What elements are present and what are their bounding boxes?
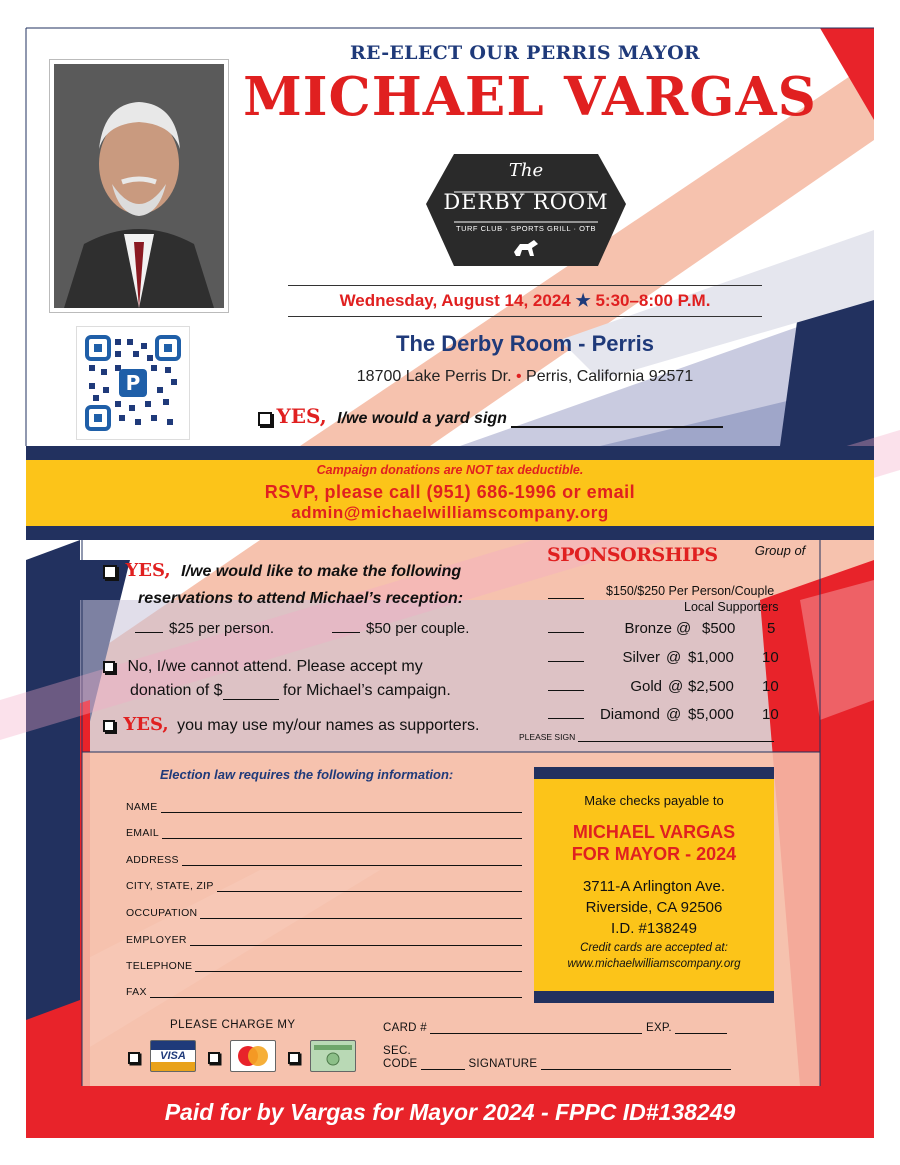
checks-address-street: 3711-A Arlington Ave. (582, 878, 726, 895)
city-state-zip-label: CITY, STATE, ZIP (126, 880, 214, 892)
occupation-field[interactable] (126, 903, 522, 919)
security-code-row (383, 1058, 731, 1070)
telephone-line[interactable] (195, 960, 522, 972)
candidate-name: MICHAEL VARGAS (243, 66, 817, 128)
tier-diamond-group: 10 (762, 706, 779, 723)
event-date-time (288, 285, 762, 317)
credit-card-note: Credit cards are accepted at: (580, 942, 728, 954)
rsvp-phone-line: RSVP, please call (951) 686-1996 or email (264, 482, 636, 502)
rsvp-email-link[interactable]: admin@michaelwilliamscompany.org (291, 503, 609, 522)
checks-payee-line2: FOR MAYOR - 2024 (571, 844, 737, 864)
event-city: Perris, California 92571 (526, 368, 694, 385)
donation-purpose: for Michael’s campaign. (282, 682, 451, 699)
logo-subtitle: TURF CLUB · SPORTS GRILL · OTB (455, 224, 597, 233)
tier-gold (548, 678, 779, 695)
address-field[interactable] (126, 850, 522, 866)
address-line-field[interactable] (182, 854, 522, 866)
logo-the-text: The (508, 160, 544, 181)
visa-card-icon (150, 1040, 196, 1072)
sponsorships-title: SPONSORSHIPS (547, 544, 718, 566)
occupation-label: OCCUPATION (126, 907, 198, 919)
credit-card-url[interactable]: www.michaelwilliamscompany.org (567, 958, 741, 970)
telephone-label: TELEPHONE (126, 960, 193, 972)
amex-card-icon (310, 1040, 356, 1072)
please-sign-label: PLEASE SIGN (519, 732, 576, 742)
logo-derby-room-text: DERBY ROOM (443, 190, 609, 214)
reservation-line2: reservations to attend Michael’s reception: (138, 590, 464, 607)
email-label: EMAIL (126, 827, 160, 839)
cannot-attend-checkbox[interactable] (103, 661, 115, 673)
security-code-field[interactable] (421, 1058, 465, 1070)
fax-label: FAX (126, 986, 147, 998)
cannot-attend-row (103, 658, 423, 676)
yard-sign-row (258, 404, 758, 438)
reservation-yes-row (103, 560, 461, 581)
name-field[interactable] (126, 797, 522, 813)
expiration-label: EXP. (645, 1022, 672, 1034)
tier-bronze-at: @ (676, 620, 692, 637)
event-time: 5:30–8:00 P.M. (595, 291, 711, 310)
telephone-field[interactable] (126, 956, 522, 972)
sponsor-signature-field[interactable] (578, 733, 774, 742)
paid-for-by-footer: Paid for by Vargas for Mayor 2024 - FPPC ID#138249 (26, 1086, 874, 1138)
visa-checkbox[interactable] (128, 1052, 140, 1064)
event-venue: The Derby Room - Perris (396, 331, 654, 356)
checks-box-bottom-bar (534, 991, 774, 1003)
tier-silver-name: Silver (622, 649, 660, 666)
per-couple-option (332, 620, 469, 637)
paypal-qr-code[interactable] (76, 326, 190, 440)
fax-line[interactable] (150, 986, 522, 998)
tier-local-line2: Local Supporters (684, 600, 779, 614)
visa-card-text: VISA (160, 1050, 186, 1062)
tier-bronze-blank[interactable] (548, 632, 584, 633)
event-address (280, 368, 770, 386)
reservation-yes: YES, (125, 560, 171, 581)
bullet-separator: • (515, 368, 522, 385)
tier-gold-group: 10 (762, 678, 779, 695)
please-charge-label: PLEASE CHARGE MY (170, 1019, 296, 1031)
name-label: NAME (126, 801, 158, 813)
fax-field[interactable] (126, 982, 522, 998)
supporter-names-yes: YES, (123, 714, 169, 735)
kicker-headline: RE-ELECT OUR PERRIS MAYOR (349, 42, 701, 64)
occupation-line[interactable] (200, 907, 522, 919)
city-state-zip-line[interactable] (217, 880, 522, 892)
supporter-names-checkbox[interactable] (103, 720, 115, 732)
tier-silver-at: @ (666, 649, 682, 666)
reservation-line1: I/we would like to make the following (181, 563, 462, 580)
per-person-count-field[interactable] (135, 632, 163, 633)
candidate-photo (50, 60, 228, 312)
tier-diamond-at: @ (666, 706, 682, 723)
tier-gold-price: $2,500 (688, 678, 734, 695)
email-line[interactable] (162, 827, 522, 839)
per-couple-label: $50 per couple. (366, 620, 470, 637)
supporter-names-row (103, 714, 479, 735)
donation-amount-field[interactable] (223, 686, 279, 700)
tier-silver (548, 649, 779, 666)
donation-label: donation of $ (130, 682, 223, 699)
please-sign-row (519, 732, 774, 742)
tax-deductible-note: Campaign donations are NOT tax deductible. (316, 463, 584, 477)
tier-diamond-price: $5,000 (688, 706, 734, 723)
yard-sign-yes: YES, (276, 404, 327, 428)
employer-field[interactable] (126, 930, 522, 946)
employer-line[interactable] (190, 934, 522, 946)
tier-bronze-group: 5 (767, 620, 776, 637)
per-couple-count-field[interactable] (332, 632, 360, 633)
yard-sign-text: I/we would a yard sign (337, 410, 507, 427)
navy-band-top (26, 446, 874, 460)
card-number-field[interactable] (430, 1022, 642, 1034)
checks-address-city: Riverside, CA 92506 (585, 899, 723, 916)
star-icon: ★ (575, 291, 591, 310)
tier-gold-name: Gold (630, 678, 662, 695)
tier-silver-price: $1,000 (688, 649, 734, 666)
tier-local-line1: $150/$250 Per Person/Couple (606, 584, 775, 598)
security-code-label: CODE (383, 1058, 418, 1070)
tier-bronze-name: Bronze (624, 620, 672, 637)
tier-local-supporters (548, 584, 779, 614)
employer-label: EMPLOYER (126, 934, 187, 946)
per-person-label: $25 per person. (169, 620, 275, 637)
tier-bronze (548, 620, 776, 637)
yard-sign-address-field[interactable] (511, 410, 723, 428)
svg-text:P: P (125, 371, 141, 395)
name-line[interactable] (161, 801, 522, 813)
tier-local-blank[interactable] (548, 598, 584, 599)
checks-payable-box (534, 767, 774, 1003)
reservation-checkbox[interactable] (103, 565, 117, 579)
signature-label: SIGNATURE (468, 1058, 538, 1070)
signature-field[interactable] (541, 1058, 731, 1070)
checks-box-top-bar (534, 767, 774, 779)
tier-silver-group: 10 (762, 649, 779, 666)
event-date: Wednesday, August 14, 2024 (339, 291, 571, 310)
event-street: 18700 Lake Perris Dr. (356, 368, 512, 385)
tier-bronze-price: $500 (702, 620, 736, 637)
group-of-header: Group of (754, 543, 806, 558)
address-label: ADDRESS (126, 854, 179, 866)
email-field[interactable] (126, 823, 522, 839)
cannot-attend-line1: No, I/we cannot attend. Please accept my (127, 658, 423, 675)
tier-gold-at: @ (668, 678, 684, 695)
tier-diamond-name: Diamond (599, 706, 660, 723)
checks-id: I.D. #138249 (611, 920, 697, 937)
checks-payee-line1: MICHAEL VARGAS (572, 822, 736, 842)
expiration-field[interactable] (675, 1022, 727, 1034)
tier-diamond (548, 706, 779, 723)
donation-row (130, 682, 451, 700)
mastercard-icon (230, 1040, 276, 1072)
amex-checkbox[interactable] (288, 1052, 300, 1064)
card-number-row (383, 1022, 727, 1034)
mastercard-checkbox[interactable] (208, 1052, 220, 1064)
city-state-zip-field[interactable] (126, 876, 522, 892)
per-person-option (135, 620, 274, 637)
supporter-names-text: you may use my/our names as supporters. (177, 717, 480, 734)
checks-payable-label: Make checks payable to (584, 793, 724, 808)
election-law-title: Election law requires the following information: (160, 767, 454, 782)
derby-room-logo (424, 152, 628, 270)
yard-sign-checkbox[interactable] (258, 412, 272, 426)
navy-band-bottom (26, 526, 874, 540)
security-code-label-top: SEC. (383, 1045, 412, 1057)
card-number-label: CARD # (383, 1022, 427, 1034)
